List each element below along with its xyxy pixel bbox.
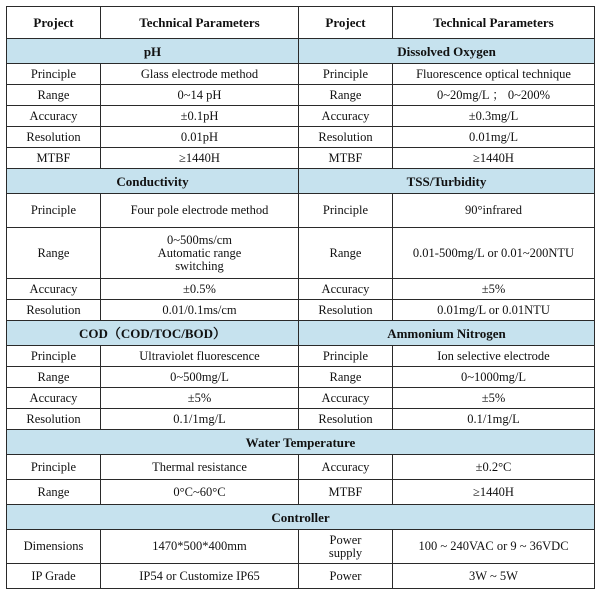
section-title-water-temperature: Water Temperature	[7, 430, 595, 455]
param-label: Accuracy	[7, 106, 101, 127]
section-title-conductivity: Conductivity	[7, 169, 299, 194]
table-row	[7, 127, 595, 148]
param-value: ±5%	[393, 388, 595, 409]
table-row	[7, 300, 595, 321]
param-value: Fluorescence optical technique	[393, 64, 595, 85]
param-label: Power	[299, 564, 393, 589]
param-label: Power supply	[299, 530, 393, 564]
param-label: Dimensions	[7, 530, 101, 564]
header-project-right: Project	[299, 7, 393, 39]
section-row-cod-ammonium	[7, 321, 595, 346]
param-value: 100 ~ 240VAC or 9 ~ 36VDC	[393, 530, 595, 564]
param-value: Ultraviolet fluorescence	[101, 346, 299, 367]
param-value: 0°C~60°C	[101, 480, 299, 505]
param-value: Ion selective electrode	[393, 346, 595, 367]
table-row	[7, 194, 595, 228]
param-value: 90°infrared	[393, 194, 595, 228]
section-row-water-temperature	[7, 430, 595, 455]
param-label: MTBF	[299, 148, 393, 169]
param-value: 0.01pH	[101, 127, 299, 148]
section-title-ph: pH	[7, 39, 299, 64]
param-label: Principle	[299, 194, 393, 228]
param-value: 0~500mg/L	[101, 367, 299, 388]
table-row	[7, 148, 595, 169]
section-title-ammonium-nitrogen: Ammonium Nitrogen	[299, 321, 595, 346]
section-title-dissolved-oxygen: Dissolved Oxygen	[299, 39, 595, 64]
param-label: Principle	[299, 64, 393, 85]
param-value: ±5%	[101, 388, 299, 409]
param-label: Range	[299, 228, 393, 279]
param-value: ≥1440H	[393, 480, 595, 505]
param-label: Accuracy	[299, 455, 393, 480]
param-label: Range	[299, 367, 393, 388]
param-label: Resolution	[7, 127, 101, 148]
param-value: 0.01/0.1ms/cm	[101, 300, 299, 321]
header-params-left: Technical Parameters	[101, 7, 299, 39]
section-row-conductivity-tss	[7, 169, 595, 194]
table-row	[7, 480, 595, 505]
param-label: Principle	[7, 455, 101, 480]
param-label: Accuracy	[299, 279, 393, 300]
table-row	[7, 409, 595, 430]
param-value: 0~500ms/cm Automatic range switching	[101, 228, 299, 279]
header-project-left: Project	[7, 7, 101, 39]
param-label: Principle	[7, 346, 101, 367]
param-label: Accuracy	[299, 106, 393, 127]
table-row	[7, 367, 595, 388]
param-label: Resolution	[7, 300, 101, 321]
param-value: IP54 or Customize IP65	[101, 564, 299, 589]
param-value: 0.1/1mg/L	[393, 409, 595, 430]
table-row	[7, 106, 595, 127]
param-value: Glass electrode method	[101, 64, 299, 85]
param-label: MTBF	[7, 148, 101, 169]
param-value: 0~14 pH	[101, 85, 299, 106]
param-label: IP Grade	[7, 564, 101, 589]
table-row	[7, 64, 595, 85]
param-value: 0.01mg/L	[393, 127, 595, 148]
param-value: 0.1/1mg/L	[101, 409, 299, 430]
param-label: Resolution	[299, 127, 393, 148]
section-row-ph-do	[7, 39, 595, 64]
param-label: Accuracy	[7, 279, 101, 300]
table-row	[7, 564, 595, 589]
param-value: ±5%	[393, 279, 595, 300]
header-row	[7, 7, 595, 39]
param-label: Accuracy	[7, 388, 101, 409]
param-value: ≥1440H	[393, 148, 595, 169]
param-label: Principle	[7, 64, 101, 85]
table-row	[7, 228, 595, 279]
param-value: ±0.3mg/L	[393, 106, 595, 127]
section-title-controller: Controller	[7, 505, 595, 530]
param-value: 0.01-500mg/L or 0.01~200NTU	[393, 228, 595, 279]
param-label: Range	[7, 228, 101, 279]
param-label: MTBF	[299, 480, 393, 505]
param-label: Range	[7, 367, 101, 388]
param-value: ±0.5%	[101, 279, 299, 300]
table-row	[7, 388, 595, 409]
param-label: Accuracy	[299, 388, 393, 409]
param-label: Resolution	[7, 409, 101, 430]
param-label: Range	[7, 85, 101, 106]
param-value: 0~1000mg/L	[393, 367, 595, 388]
technical-parameters-table	[6, 6, 595, 589]
param-value: 3W ~ 5W	[393, 564, 595, 589]
param-value: 0~20mg/L ； 0~200%	[393, 85, 595, 106]
param-value: 1470*500*400mm	[101, 530, 299, 564]
param-value: ≥1440H	[101, 148, 299, 169]
param-label: Range	[299, 85, 393, 106]
section-title-cod: COD（COD/TOC/BOD）	[7, 321, 299, 346]
table-row	[7, 85, 595, 106]
table-row	[7, 346, 595, 367]
param-value: ±0.1pH	[101, 106, 299, 127]
param-value: ±0.2°C	[393, 455, 595, 480]
table-row	[7, 455, 595, 480]
table-row	[7, 530, 595, 564]
param-label: Resolution	[299, 409, 393, 430]
param-value: Thermal resistance	[101, 455, 299, 480]
param-label: Resolution	[299, 300, 393, 321]
table-row	[7, 279, 595, 300]
spec-table-container	[6, 6, 594, 589]
param-label: Principle	[299, 346, 393, 367]
section-title-tss-turbidity: TSS/Turbidity	[299, 169, 595, 194]
section-row-controller	[7, 505, 595, 530]
param-label: Principle	[7, 194, 101, 228]
param-label: Range	[7, 480, 101, 505]
header-params-right: Technical Parameters	[393, 7, 595, 39]
param-value: 0.01mg/L or 0.01NTU	[393, 300, 595, 321]
param-value: Four pole electrode method	[101, 194, 299, 228]
